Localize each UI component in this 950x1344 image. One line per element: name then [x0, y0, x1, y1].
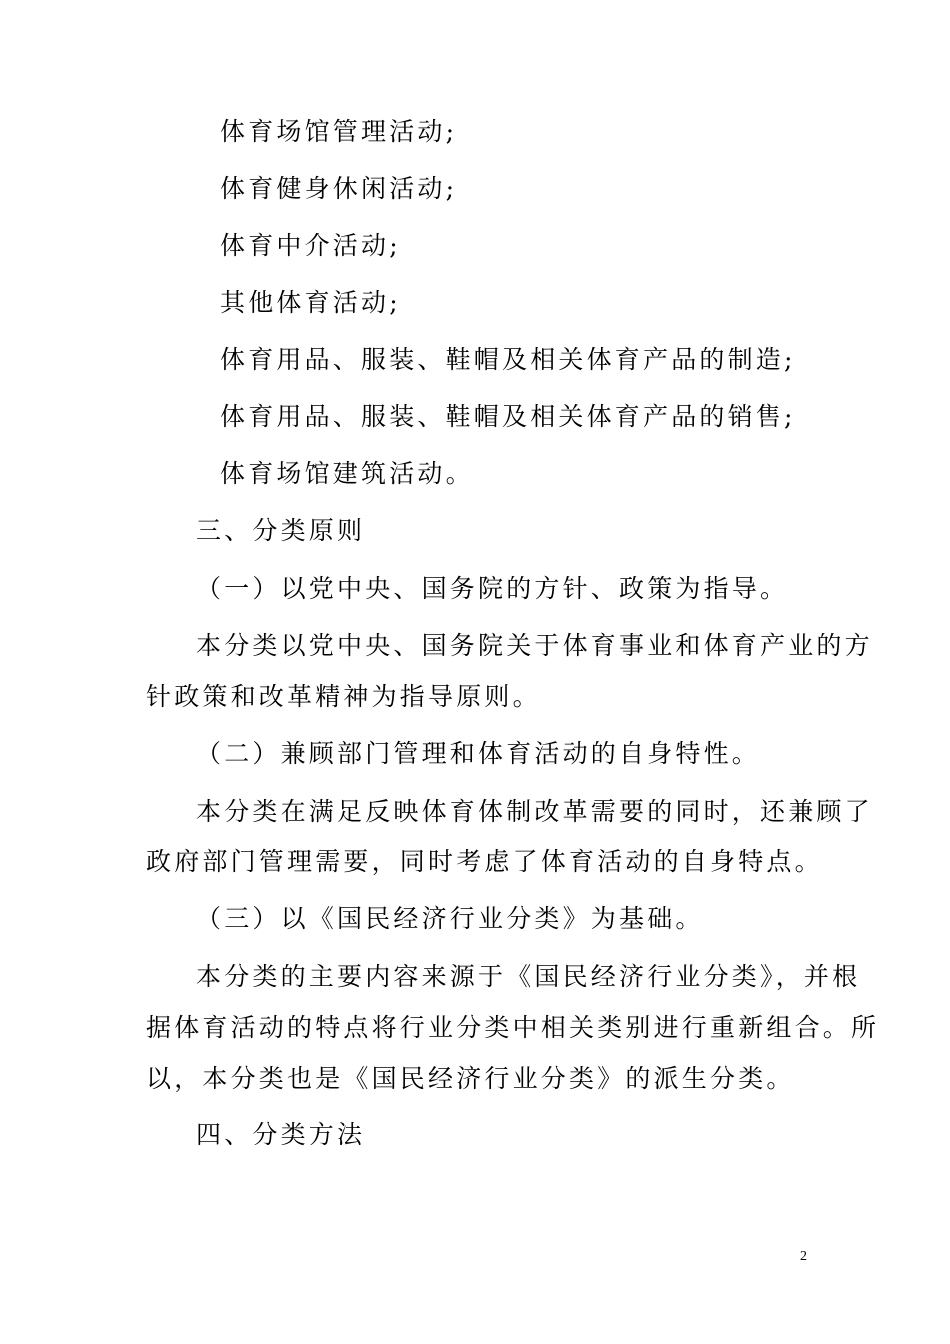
list-item: 其他体育活动;	[220, 288, 401, 317]
principle-three-text-line: 本分类的主要内容来源于《国民经济行业分类》，并根	[196, 962, 861, 991]
principle-three-text-line: 以，本分类也是《国民经济行业分类》的派生分类。	[146, 1064, 795, 1093]
section-heading-classification-methods: 四、分类方法	[196, 1120, 366, 1149]
list-item: 体育健身休闲活动;	[220, 174, 458, 203]
principle-one-text-line: 针政策和改革精神为指导原则。	[146, 682, 541, 711]
principle-one-text-line: 本分类以党中央、国务院关于体育事业和体育产业的方	[196, 631, 873, 660]
list-item: 体育用品、服装、鞋帽及相关体育产品的销售;	[220, 402, 796, 431]
principle-two-heading: （二）兼顾部门管理和体育活动的自身特性。	[196, 739, 761, 768]
list-item: 体育场馆管理活动;	[220, 117, 458, 146]
list-item: 体育用品、服装、鞋帽及相关体育产品的制造;	[220, 345, 796, 374]
principle-three-heading: （三）以《国民经济行业分类》为基础。	[196, 904, 704, 933]
principle-two-text-line: 政府部门管理需要，同时考虑了体育活动的自身特点。	[146, 847, 823, 876]
principle-three-text-line: 据体育活动的特点将行业分类中相关类别进行重新组合。所	[146, 1013, 880, 1042]
principle-one-heading: （一）以党中央、国务院的方针、政策为指导。	[196, 574, 789, 603]
list-item: 体育场馆建筑活动。	[220, 459, 474, 488]
page-number: 2	[800, 1249, 807, 1264]
principle-two-text-line: 本分类在满足反映体育体制改革需要的同时，还兼顾了	[196, 797, 873, 826]
section-heading-classification-principles: 三、分类原则	[196, 516, 366, 545]
list-item: 体育中介活动;	[220, 231, 401, 260]
